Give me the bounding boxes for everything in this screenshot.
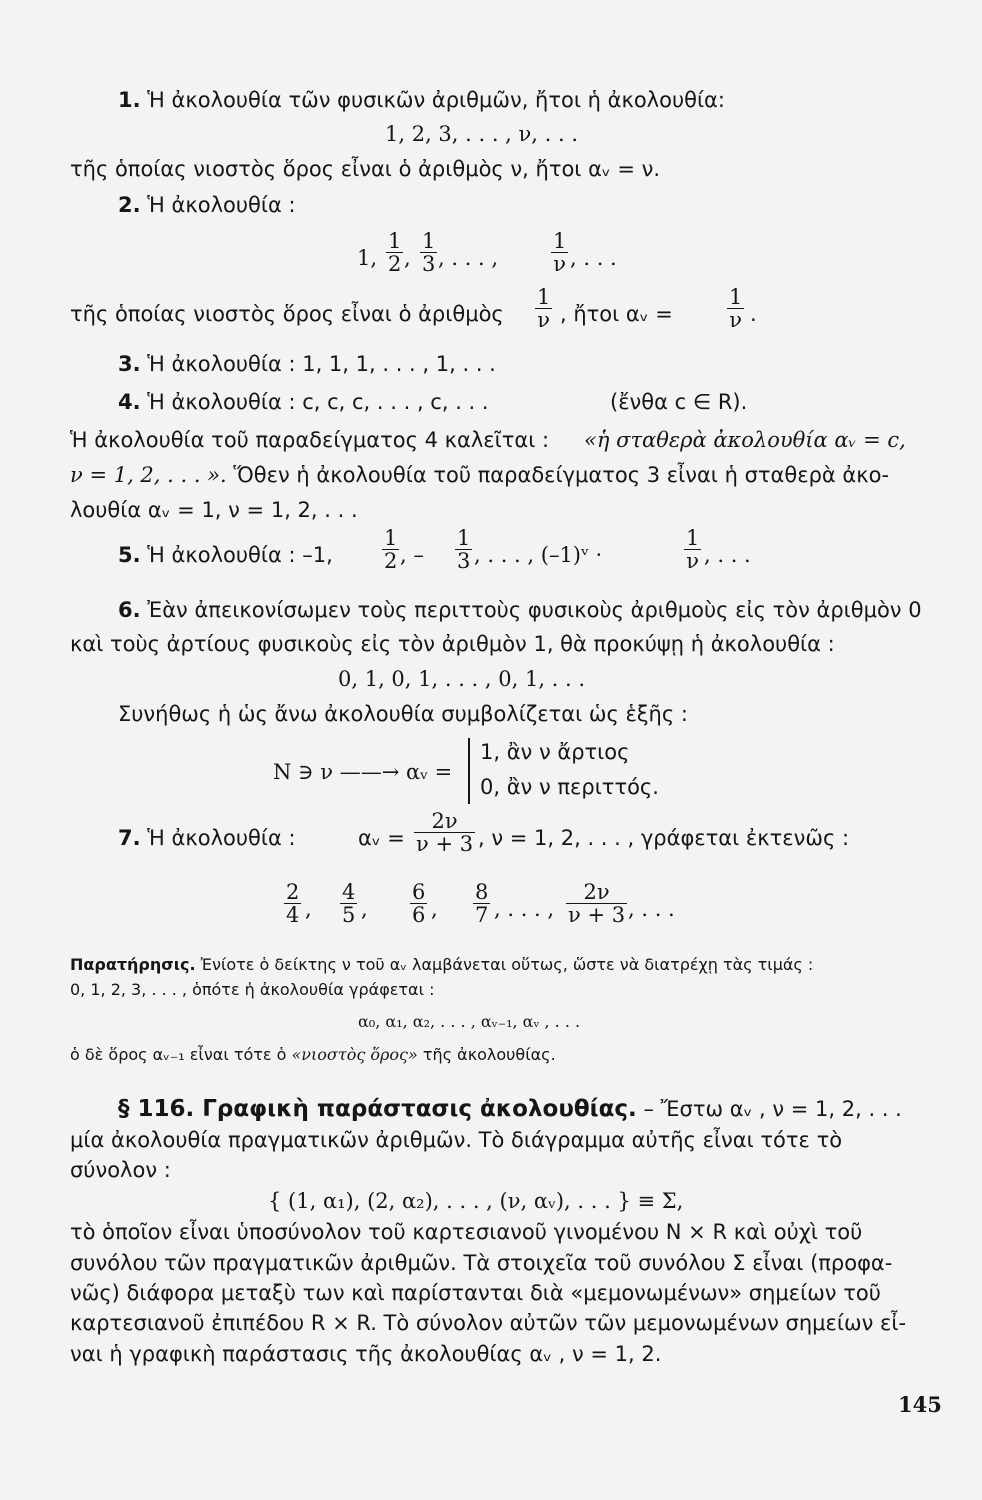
section-title-rest: – Ἔστω αᵥ , ν = 1, 2, . . . (643, 1097, 902, 1121)
remark-line1 (70, 956, 813, 974)
section-line2: μία ἀκολουθία πραγματικῶν ἀριθμῶν. Τὸ διάγραμμα αὐτῆς εἶναι τότε τὸ (70, 1128, 843, 1152)
item-number: 6. (118, 598, 141, 622)
remark-sequence: α₀, α₁, α₂, . . . , αᵥ₋₁, αᵥ , . . . (358, 1012, 581, 1031)
item-number: 4. (118, 390, 141, 414)
item3-text: Ἡ ἀκολουθία : 1, 1, 1, . . . , 1, . . . (147, 352, 496, 376)
fraction: $\frac{8}{7}$ (475, 880, 489, 927)
fraction: $\frac{1}{\nu}$ (686, 526, 700, 573)
item6-case2: 0, ἂν ν περιττός. (480, 775, 659, 799)
fraction: $\frac{2}{4}$ (286, 880, 300, 927)
item4-line4: λουθία αᵥ = 1, ν = 1, 2, . . . (70, 498, 358, 522)
section-line4: τὸ ὁποῖον εἶναι ὑποσύνολον τοῦ καρτεσιανοῦ γινομένου N × R καὶ οὐχὶ τοῦ (70, 1220, 863, 1244)
remark-line3 (70, 1046, 556, 1064)
item5-end: , . . . (704, 543, 751, 567)
item7-rhs: , ν = 1, 2, . . . , γράφεται ἐκτενῶς : (478, 826, 850, 850)
item6-mapping: N ∋ ν ——→ αᵥ = (273, 760, 453, 784)
item5-line (118, 543, 333, 567)
fraction: $\frac{1}{\nu}$ (729, 285, 743, 332)
item-number: 2. (118, 193, 141, 217)
remark-line3-a: ὁ δὲ ὅρος αᵥ₋₁ εἶναι τότε ὁ (70, 1045, 287, 1064)
item1-sequence: 1, 2, 3, . . . , ν, . . . (385, 122, 579, 146)
section-line7: καρτεσιανοῦ ἐπιπέδου R × R. Τὸ σύνολον αὐτῶν τῶν μεμονωμένων σημείων εἶ- (70, 1311, 907, 1335)
left-brace (468, 738, 470, 804)
fraction: $\frac{1}{2}$ (384, 526, 398, 573)
fraction: $\frac{1}{2}$ (388, 229, 402, 276)
item5-sep: , – (400, 543, 424, 567)
remark-line3-italic: «νιοστὸς ὅρος» (291, 1045, 418, 1064)
item7-lhs: αᵥ = (358, 826, 405, 850)
fraction: $\frac{4}{5}$ (342, 880, 356, 927)
item2-seq-start: 1, (357, 246, 378, 270)
item-number: 7. (118, 826, 141, 850)
item7-line (118, 826, 296, 850)
section-line6: νῶς) διάφορα μεταξὺ των καὶ παρίστανται διὰ «μεμονωμένων» σημείων τοῦ (70, 1281, 881, 1305)
item2-text-a: τῆς ὁποίας νιοστὸς ὅρος εἶναι ὁ ἀριθμὸς (70, 302, 504, 326)
item3-line (118, 352, 496, 376)
item2-dots: , . . . , (438, 246, 499, 270)
item6-case1: 1, ἂν ν ἄρτιος (480, 740, 630, 764)
item4-line3 (70, 463, 889, 487)
item6-line3: Συνήθως ἡ ὡς ἄνω ἀκολουθία συμβολίζεται ὡς ἑξῆς : (118, 702, 688, 726)
section-heading (118, 1096, 902, 1122)
remark-line3-c: τῆς ἀκολουθίας. (422, 1045, 556, 1064)
remark-line2: 0, 1, 2, 3, . . . , ὁπότε ἡ ἀκολουθία γράφεται : (70, 980, 435, 999)
comma: , (361, 897, 368, 921)
item6-sequence: 0, 1, 0, 1, . . . , 0, 1, . . . (338, 667, 586, 691)
page-number: 145 (898, 1392, 942, 1417)
item4-quote: «ἡ σταθερὰ ἀκολουθία αᵥ = c, (584, 428, 906, 452)
item2-line (118, 193, 296, 217)
item6-line1-text: Ἐὰν ἀπεικονίσωμεν τοὺς περιττοὺς φυσικοὺς ἀριθμοὺς εἰς τὸν ἀριθμὸν 0 (147, 598, 922, 622)
remark-label: Παρατήρησις. (70, 955, 196, 974)
item4-line3-italic: ν = 1, 2, . . . ». (70, 463, 227, 487)
period: . (750, 302, 757, 326)
item4-line3-text: Ὅθεν ἡ ἀκολουθία τοῦ παραδείγματος 3 εἶναι ἡ σταθερὰ ἀκο- (233, 463, 890, 487)
item5-text: Ἡ ἀκολουθία : –1, (147, 543, 333, 567)
item7-tail: , . . . (628, 897, 675, 921)
item2-intro: Ἡ ἀκολουθία : (147, 193, 296, 217)
item-number: 1. (118, 88, 141, 112)
item4-line2 (70, 428, 549, 452)
remark-line1-text: Ἐνίοτε ὁ δείκτης ν τοῦ αᵥ λαμβάνεται οὕτως, ὥστε νὰ διατρέχῃ τὰς τιμάς : (200, 955, 814, 974)
item4-condition: (ἔνθα c ∈ R). (610, 390, 748, 414)
item4-line2-text: Ἡ ἀκολουθία τοῦ παραδείγματος 4 καλεῖται : (70, 428, 550, 452)
item6-line2: καὶ τοὺς ἀρτίους φυσικοὺς εἰς τὸν ἀριθμὸν 1, θὰ προκύψῃ ἡ ἀκολουθία : (70, 632, 835, 656)
item4-text: Ἡ ἀκολουθία : c, c, c, . . . , c, . . . (147, 390, 489, 414)
item-number: 5. (118, 543, 141, 567)
item1-text: τῆς ὁποίας νιοστὸς ὅρος εἶναι ὁ ἀριθμὸς ν, ἤτοι αᵥ = ν. (70, 157, 661, 181)
comma: , (431, 897, 438, 921)
fraction: $\frac{1}{3}$ (422, 229, 436, 276)
item5-mid: , . . . , (–1)ᵛ · (474, 543, 603, 567)
comma: , (305, 897, 312, 921)
item2-text-b: , ἤτοι αᵥ = (560, 302, 673, 326)
item2-dots-end: , . . . (570, 246, 617, 270)
section-title: § 116. Γραφικὴ παράστασις ἀκολουθίας. (118, 1096, 637, 1122)
fraction: $\frac{1}{3}$ (457, 526, 471, 573)
fraction: $\frac{2\nu}{\nu + 3}$ (416, 809, 474, 856)
section-line5: συνόλου τῶν πραγματικῶν ἀριθμῶν. Τὰ στοιχεῖα τοῦ συνόλου Σ εἶναι (προφα- (70, 1251, 893, 1275)
fraction: $\frac{6}{6}$ (412, 880, 426, 927)
fraction: $\frac{1}{\nu}$ (553, 229, 567, 276)
item1-intro: Ἡ ἀκολουθία τῶν φυσικῶν ἀριθμῶν, ἤτοι ἡ ἀκολουθία: (147, 88, 725, 112)
item4-line (118, 390, 489, 414)
section-line3: σύνολον : (70, 1158, 171, 1182)
fraction: $\frac{2\nu}{\nu + 3}$ (568, 880, 626, 927)
section-set: { (1, α₁), (2, α₂), . . . , (ν, αᵥ), . . . } ≡ Σ, (268, 1189, 684, 1213)
item-number: 3. (118, 352, 141, 376)
comma: , (404, 246, 411, 270)
fraction: $\frac{1}{\nu}$ (537, 285, 551, 332)
item1-line (118, 88, 725, 112)
item6-line1 (118, 598, 922, 622)
item2-text (70, 302, 504, 326)
item7-dots: , . . . , (494, 897, 555, 921)
item7-intro: Ἡ ἀκολουθία : (147, 826, 296, 850)
section-line8: ναι ἡ γραφικὴ παράστασις τῆς ἀκολουθίας αᵥ , ν = 1, 2. (70, 1342, 662, 1366)
